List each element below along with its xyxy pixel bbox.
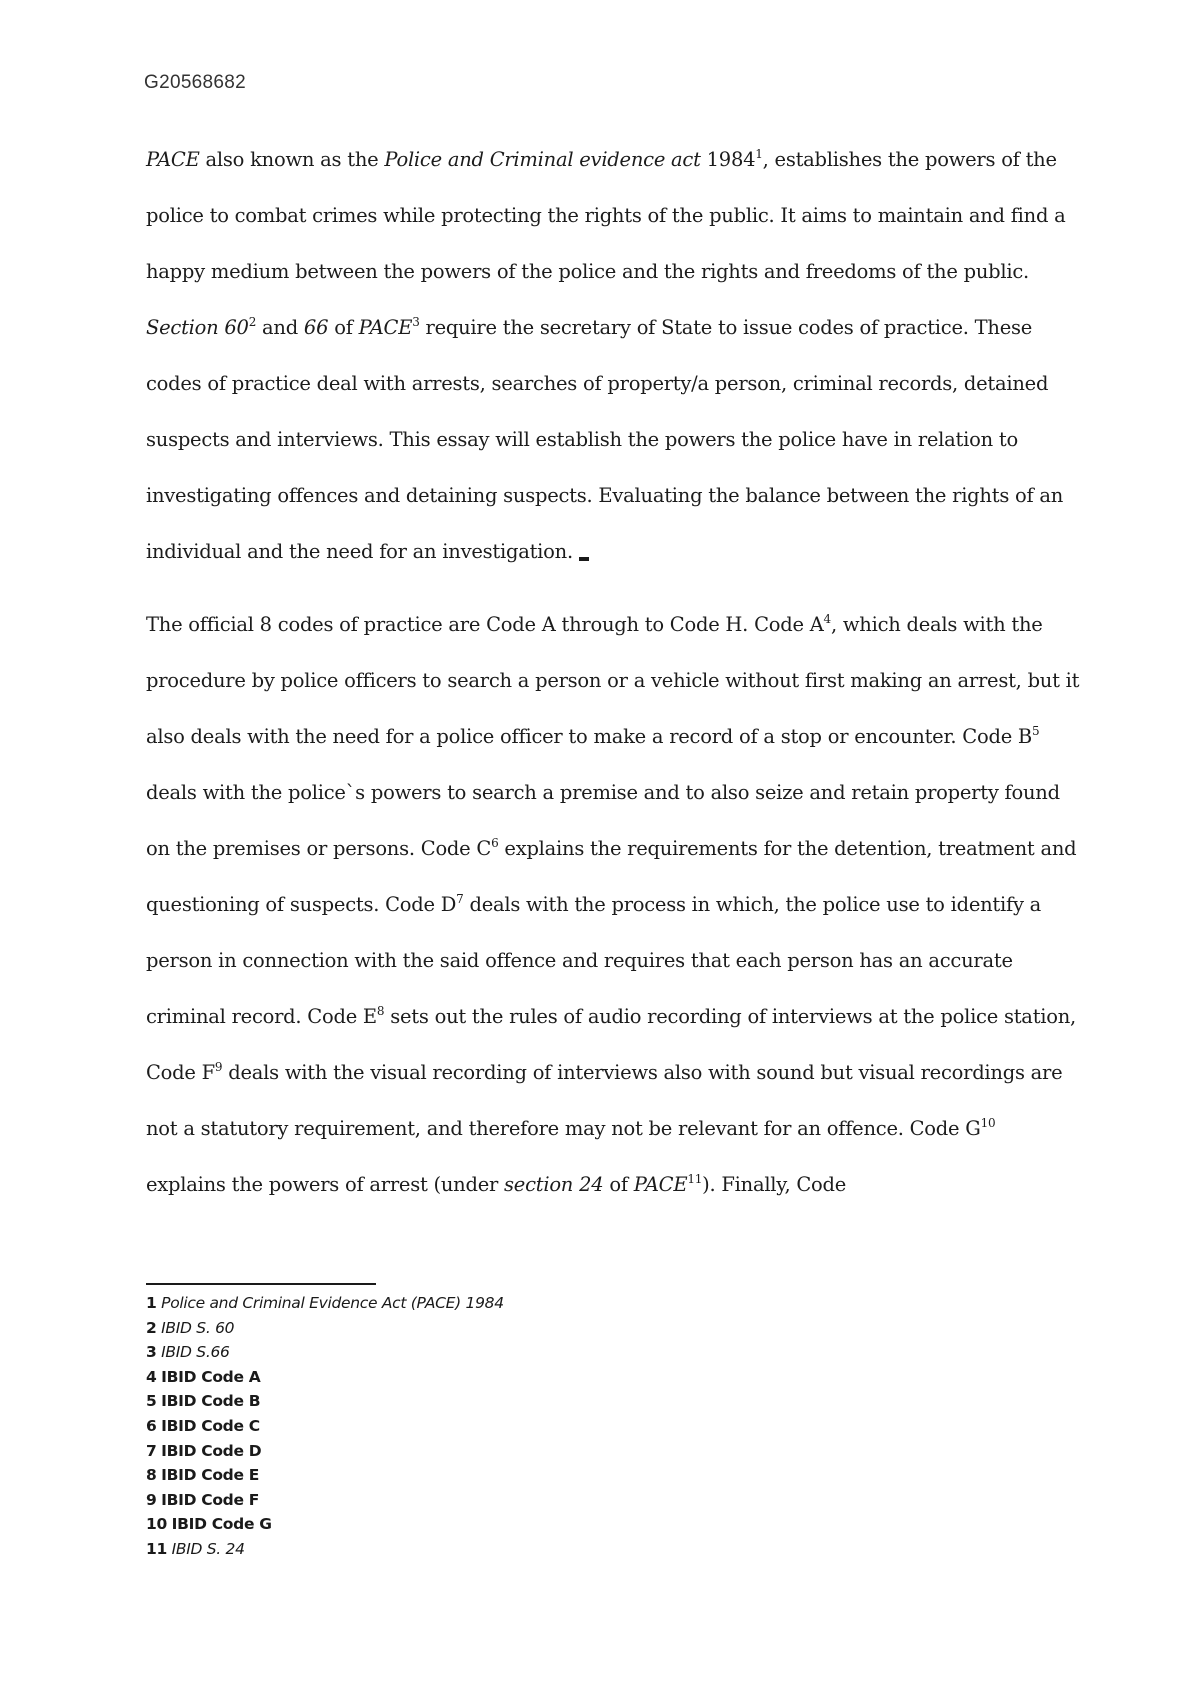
footnote-item (146, 1389, 504, 1414)
footnote-text: IBID Code C (161, 1416, 260, 1435)
text-run: deals with the process in which, the police use to identify a person in connection with the said offence and requires that each person has an accurate criminal record. Code E (146, 893, 1042, 1028)
text-run: ). Finally, Code (702, 1173, 847, 1196)
footnote-number: 9 (146, 1490, 157, 1509)
footnote-text: IBID S.66 (161, 1343, 230, 1362)
footnote-text: IBID Code G (171, 1515, 272, 1534)
footnote-item (146, 1463, 504, 1488)
footnote-separator (146, 1283, 376, 1285)
footnote-ref-6[interactable]: 6 (491, 835, 499, 850)
footnote-item (146, 1512, 504, 1537)
footnote-number: 10 (146, 1515, 167, 1534)
section-66-term: 66 (303, 316, 329, 339)
text-run: of (603, 1173, 634, 1196)
pace-term: PACE (146, 148, 200, 171)
footnote-number: 2 (146, 1318, 157, 1337)
text-run: also known as the (199, 148, 385, 171)
footnote-ref-5[interactable]: 5 (1032, 723, 1040, 738)
section-24-term: section 24 (504, 1173, 604, 1196)
footnote-item (146, 1316, 504, 1341)
text-run: and (256, 316, 304, 339)
footnote-number: 1 (146, 1294, 157, 1312)
text-run: explains the powers of arrest (under (146, 1173, 505, 1196)
footnote-number: 11 (146, 1539, 167, 1558)
footnote-ref-1[interactable]: 1 (755, 146, 763, 161)
footnote-item (146, 1439, 504, 1464)
footnote-ref-2[interactable]: 2 (248, 314, 257, 329)
text-run: deals with the visual recording of interviews also with sound but visual recordings are not a statutory requirement, and therefore may not be relevant for an offence. Code G (146, 1061, 1063, 1140)
text-run: deals with the police`s powers to search a premise and to also seize and retain property found on the premises or persons. Code C (146, 781, 1060, 860)
footnote-number: 5 (146, 1392, 157, 1411)
text-run: , which deals with the procedure by police officers to search a person or a vehicle without first making an arrest, but it also deals with the need for a police officer to make a record of a stop or encounter. Code B (146, 613, 1080, 748)
section-60-term: Section 60 (146, 316, 249, 339)
footnote-number: 7 (146, 1441, 157, 1460)
text-run: of (328, 316, 359, 339)
footnote-text: IBID Code D (161, 1441, 262, 1460)
footnote-number: 4 (146, 1367, 157, 1386)
footnote-text: IBID Code B (161, 1392, 261, 1411)
pace-term: PACE (358, 316, 413, 339)
footnote-ref-11[interactable]: 11 (687, 1171, 703, 1186)
footnote-ref-7[interactable]: 7 (456, 891, 464, 906)
text-run: sets out the rules of audio recording of interviews at the police station, Code F (146, 1005, 1077, 1084)
footnote-item (146, 1537, 504, 1562)
act-title: Police and Criminal evidence act (384, 148, 701, 171)
footnotes-list (146, 1291, 504, 1562)
footnote-text: Police and Criminal Evidence Act (PACE) 1984 (161, 1294, 504, 1312)
text-run: 1984 (700, 148, 756, 171)
text-run: The official 8 codes of practice are Code A through to Code H. Code A (146, 613, 824, 636)
footnote-item (146, 1340, 504, 1365)
footnote-ref-3[interactable]: 3 (412, 314, 420, 329)
footnote-item (146, 1488, 504, 1513)
student-id-header: G20568682 (144, 72, 247, 93)
footnote-text: IBID S. 60 (161, 1318, 235, 1337)
text-run: , establishes the powers of the police to combat crimes while protecting the rights of the public. It aims to maintain and find a happy medium between the powers of the police and the rights and freedoms of the public. (146, 148, 1066, 283)
footnote-ref-8[interactable]: 8 (376, 1003, 385, 1018)
footnote-text: IBID Code F (161, 1490, 260, 1509)
footnote-number: 6 (146, 1416, 157, 1435)
footnote-ref-4[interactable]: 4 (823, 611, 831, 626)
footnote-text: IBID Code E (161, 1466, 260, 1485)
footnote-item (146, 1365, 504, 1390)
text-run: explains the requirements for the detention, treatment and questioning of suspects. Code D (146, 837, 1077, 916)
footnote-ref-9[interactable]: 9 (214, 1059, 223, 1074)
footnote-item (146, 1291, 504, 1316)
codes-paragraph (146, 597, 1081, 1213)
footnote-text: IBID S. 24 (171, 1539, 245, 1558)
footnote-text: IBID Code A (161, 1367, 261, 1386)
footnote-number: 8 (146, 1466, 157, 1485)
footnote-ref-10[interactable]: 10 (980, 1115, 996, 1130)
footnote-item (146, 1414, 504, 1439)
text-cursor-mark (579, 557, 589, 561)
footnote-number: 3 (146, 1343, 157, 1362)
text-run: require the secretary of State to issue codes of practice. These codes of practice deal with arrests, searches of property/a person, criminal records, detained suspects and interviews. This essay will establish the powers the police have in relation to investigating offences and detaining suspects. Evaluating the balance between the rights of an individual and the need for an investigation. (146, 316, 1064, 563)
pace-term: PACE (633, 1173, 688, 1196)
intro-paragraph (146, 132, 1081, 580)
